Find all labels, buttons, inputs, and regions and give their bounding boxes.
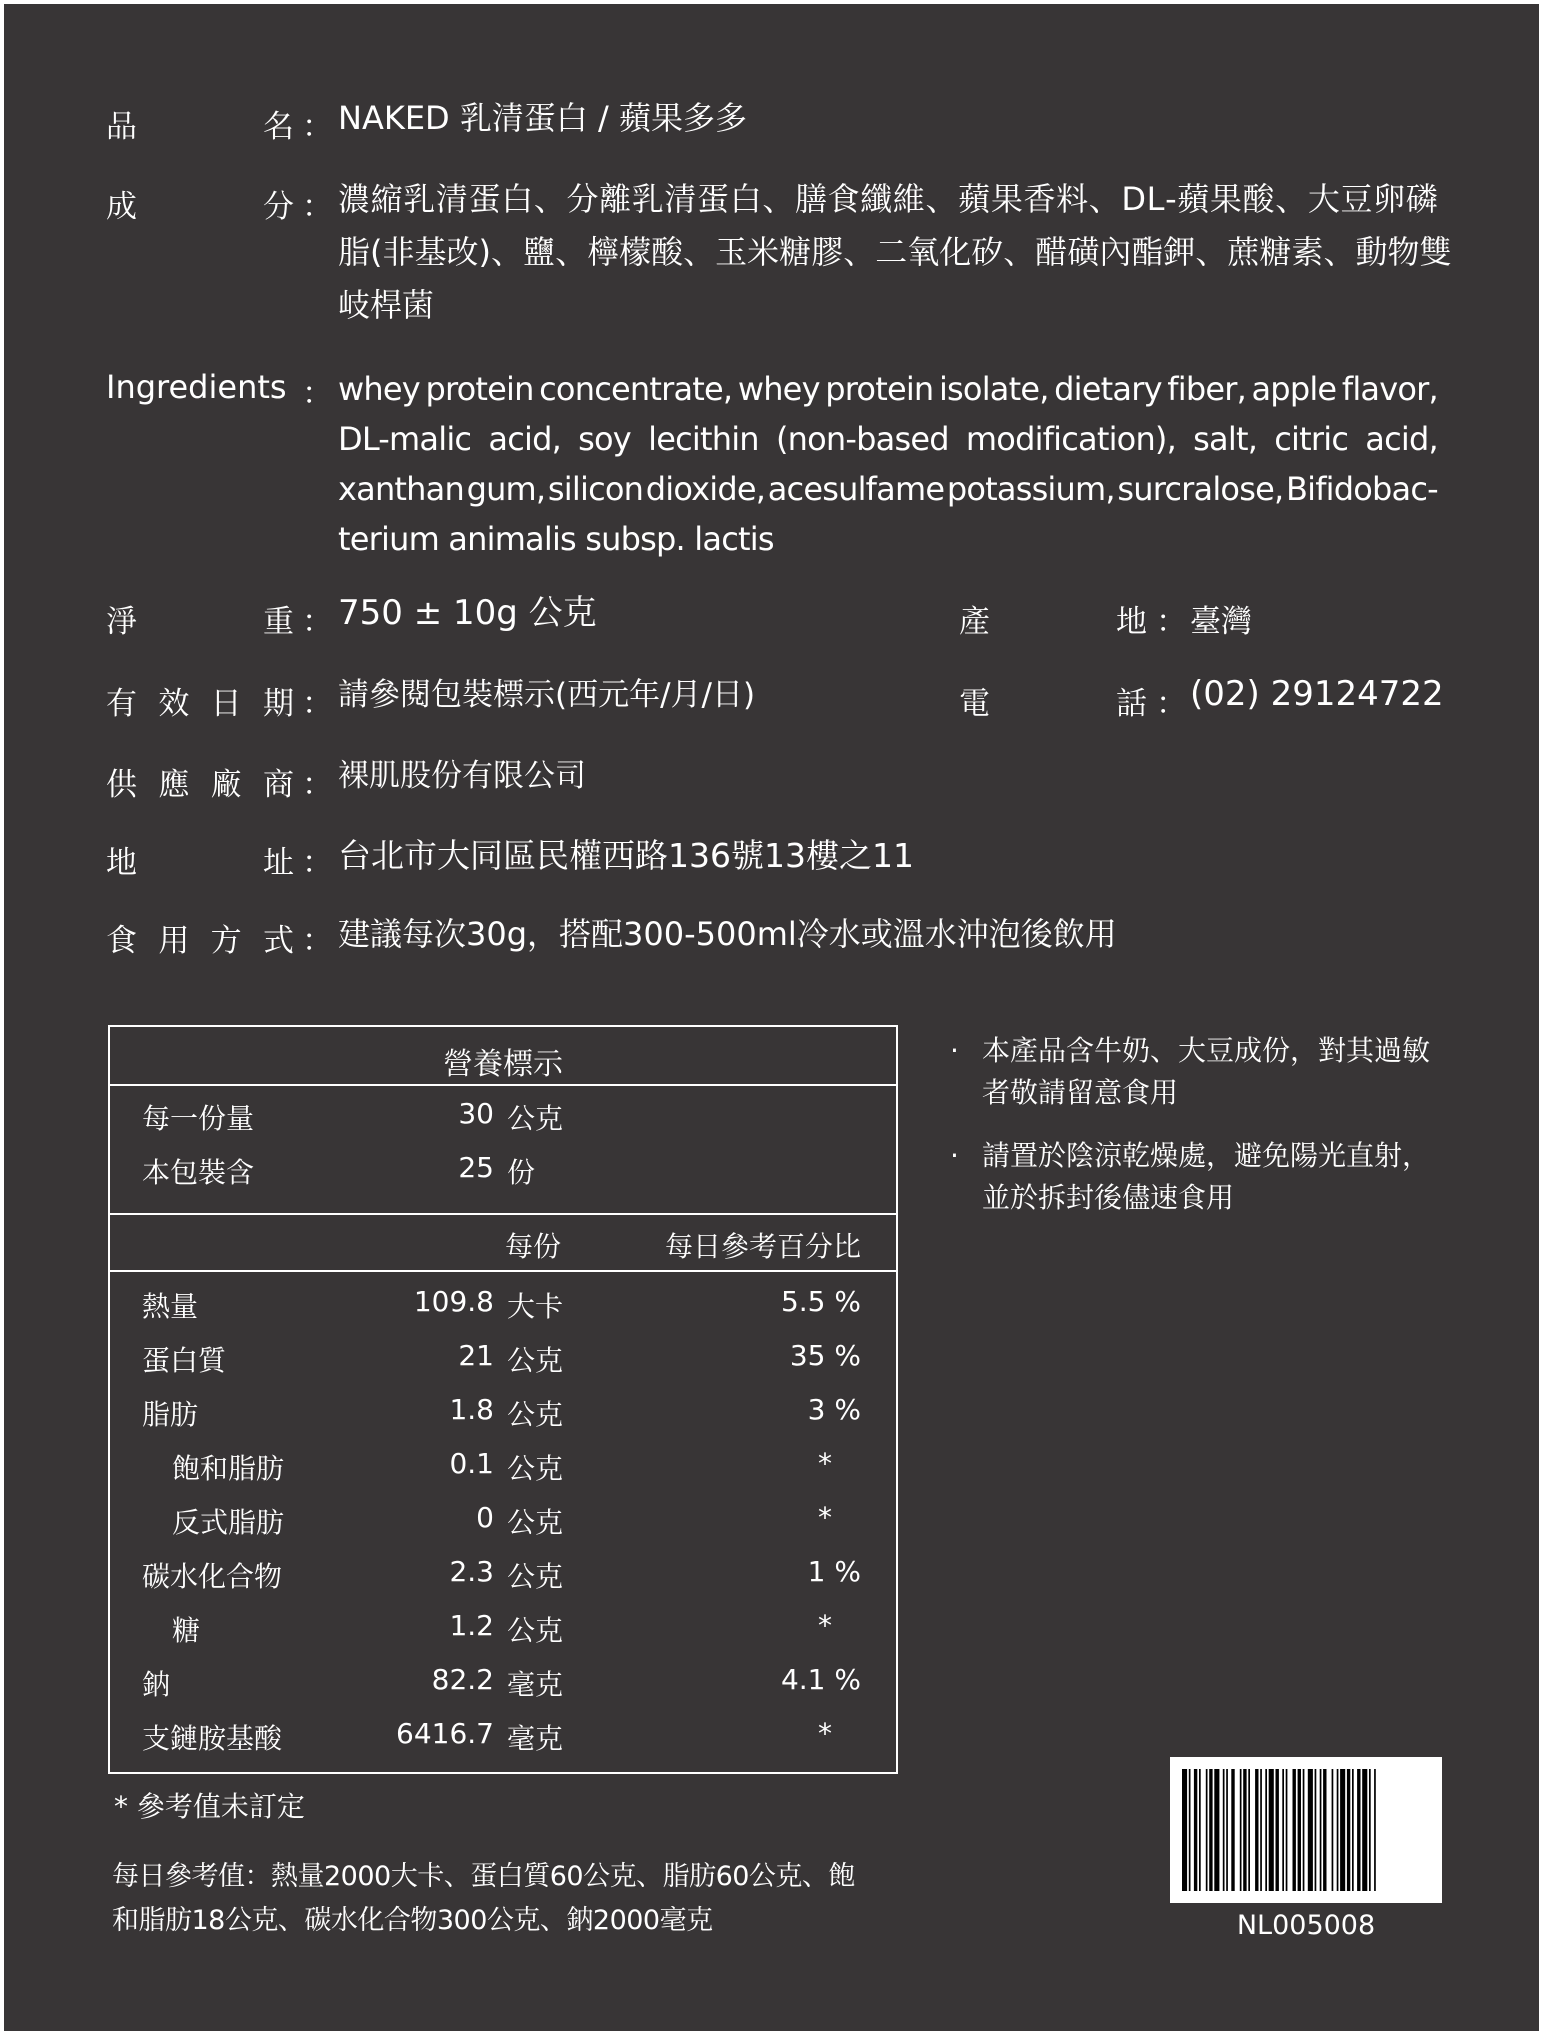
servings-per-pack-value: 25 (458, 1151, 494, 1184)
ingredient-word: silicon (547, 470, 644, 508)
ingredient-word: protein (825, 370, 934, 408)
barcode-bar (1194, 1769, 1197, 1891)
nutrient-unit: 公克 (507, 1560, 564, 1593)
label-char: 期 (262, 686, 294, 722)
ingredients-zh-line: 濃 縮 乳 清 蛋 白 、 分 離 乳 清 蛋 白 、 膳 食 纖 維 、 蘋 果 香 料 、 D L - 蘋 果 酸 、 大 豆 卵 磷 (338, 180, 1438, 218)
nutrient-amount: 2.3 (449, 1555, 494, 1588)
label-char: 淨 (106, 604, 137, 640)
footnote: * 參考值未訂定 (114, 1790, 305, 1823)
nutrient-unit: 公克 (507, 1506, 564, 1539)
ingredients-en-line (338, 414, 1438, 464)
ingredients-zh-line: 脂 ( 非 基 改 ) 、 鹽 、 檸 檬 酸 、 玉 米 糖 膠 、 二 氧 化 矽 、 醋 磺 內 酯 鉀 、 蔗 糖 素 、 動 物 雙 (338, 233, 1452, 271)
barcode-bar (1206, 1769, 1208, 1891)
barcode-bar (1182, 1769, 1187, 1891)
label-char: 話 (1116, 686, 1147, 722)
barcode-bar (1260, 1769, 1262, 1891)
nutrient-daily-value: * (818, 1717, 832, 1750)
ingredient-word: (non-based (775, 420, 949, 458)
barcode-number: NL005008 (1236, 1910, 1376, 1941)
ingredient-word: acid, (488, 420, 561, 458)
ingredient-word: soy (578, 420, 631, 458)
ingredient-word: dioxide, (645, 470, 766, 508)
servings-per-pack-label: 本包裝含 (142, 1156, 255, 1189)
bullet-dot: · (950, 1034, 959, 1067)
label-char: 用 (158, 923, 190, 959)
barcode-bar (1243, 1769, 1246, 1891)
ingredient-word: apple (1251, 370, 1337, 408)
nutrient-daily-value: 4.1 % (780, 1663, 861, 1696)
colon: ： (302, 604, 333, 640)
ingredient-word: fiber, (1167, 370, 1246, 408)
label-char: 效 (158, 686, 190, 722)
nutrient-name: 脂肪 (142, 1398, 199, 1431)
supplier-value: 裸肌股份有限公司 (338, 758, 586, 794)
ingredient-word: DL-malic (338, 420, 472, 458)
phone-value: (02) 29124722 (1190, 674, 1444, 714)
label-char: 式 (262, 923, 294, 959)
reference-values (112, 1855, 855, 1943)
ingredient-word: acid, (1365, 420, 1438, 458)
nutrient-amount: 1.8 (449, 1393, 494, 1426)
barcode-bar (1240, 1769, 1242, 1891)
nutrient-amount: 21 (458, 1339, 494, 1372)
storage-line: 請置於陰涼乾燥處，避免陽光直射， (982, 1139, 1431, 1172)
barcode-bar (1265, 1769, 1267, 1891)
ingredient-word: whey (338, 370, 420, 408)
serving-size-value: 30 (458, 1097, 494, 1130)
ingredient-word: Bifidobac- (1285, 470, 1438, 508)
ingredients-en-line: terium animalis subsp. lactis (338, 520, 774, 558)
barcode-bar (1347, 1769, 1350, 1891)
label-char: 地 (106, 845, 137, 881)
barcode-bar (1357, 1769, 1360, 1891)
ingredient-word: modification), (965, 420, 1176, 458)
allergy-line: 者敬請留意食用 (982, 1076, 1179, 1109)
barcode-bar (1199, 1769, 1201, 1891)
origin-label (959, 596, 1147, 641)
colon: ： (302, 109, 333, 145)
barcode-bar (1303, 1769, 1305, 1891)
label-char: 成 (106, 189, 137, 225)
ingredient-word: lecithin (648, 420, 759, 458)
nutrient-daily-value: * (818, 1447, 832, 1480)
column-daily-value: 每日參考百分比 (664, 1230, 861, 1263)
barcode-bar (1209, 1769, 1212, 1891)
ingredient-word: concentrate, (539, 370, 733, 408)
nutrient-name: 碳水化合物 (142, 1560, 283, 1593)
servings-per-pack-unit: 份 (507, 1156, 536, 1189)
divider (110, 1084, 896, 1086)
colon: ： (302, 189, 333, 225)
label-panel (4, 4, 1539, 2031)
bullet-dot: · (950, 1139, 959, 1172)
barcode-bar (1276, 1769, 1279, 1891)
nutrient-unit: 公克 (507, 1452, 564, 1485)
nutrient-row (110, 1285, 896, 1339)
colon: ： (302, 923, 333, 959)
nutrient-row (110, 1555, 896, 1609)
colon: ： (302, 376, 333, 412)
column-per-serving: 每份 (505, 1230, 562, 1263)
label-char: 產 (959, 604, 990, 640)
ingredient-word: gum, (466, 470, 546, 508)
nutrient-unit: 毫克 (507, 1668, 564, 1701)
barcode-bar (1298, 1769, 1301, 1891)
label-char: 應 (158, 767, 190, 803)
serving-size-row (110, 1097, 896, 1151)
expiry-label (106, 678, 294, 723)
barcode-bar (1308, 1769, 1313, 1891)
label-char: 品 (106, 109, 137, 145)
ingredient-word: acesulfame (767, 470, 945, 508)
nutrient-name: 反式脂肪 (172, 1506, 285, 1539)
nutrient-row (110, 1393, 896, 1447)
barcode-bar (1214, 1769, 1219, 1891)
nutrient-unit: 公克 (507, 1398, 564, 1431)
nutrient-row (110, 1717, 896, 1771)
reference-line: 和脂肪18公克、碳水化合物300公克、鈉2000毫克 (112, 1905, 713, 1936)
ingredients-en-value (338, 364, 1438, 564)
origin-value: 臺灣 (1190, 604, 1252, 640)
nutrient-row (110, 1663, 896, 1717)
label-char: 址 (263, 845, 294, 881)
colon: ： (302, 686, 333, 722)
label-char: 廠 (210, 767, 242, 803)
usage-label (106, 915, 294, 960)
nutrient-unit: 大卡 (507, 1290, 564, 1323)
expiry-value: 請參閱包裝標示(西元年/月/日) (338, 677, 756, 713)
barcode-bar (1369, 1769, 1371, 1891)
nutrient-name: 飽和脂肪 (172, 1452, 285, 1485)
ingredient-word: isolate, (938, 370, 1049, 408)
serving-size-label: 每一份量 (142, 1102, 255, 1135)
ingredient-word: salt, (1193, 420, 1258, 458)
label-char: 有 (106, 686, 137, 722)
usage-value: 建議每次30g，搭配300-500ml冷水或溫水沖泡後飲用 (338, 915, 1117, 953)
label-char: 食 (106, 923, 137, 959)
serving-size-unit: 公克 (507, 1102, 564, 1135)
barcode-bar (1332, 1769, 1334, 1891)
ingredient-word: flavor, (1341, 370, 1438, 408)
nutrition-title: 營養標示 (443, 1047, 563, 1082)
nutrient-daily-value: * (818, 1501, 832, 1534)
supplier-label (106, 759, 294, 804)
barcode-bar (1352, 1769, 1354, 1891)
label-char: 地 (1116, 604, 1147, 640)
nutrient-name: 蛋白質 (142, 1344, 227, 1377)
ingredients-en-line (338, 464, 1438, 514)
nutrient-unit: 公克 (507, 1344, 564, 1377)
nutrient-name: 支鏈胺基酸 (142, 1722, 283, 1755)
nutrition-table (108, 1025, 898, 1774)
divider (110, 1213, 896, 1215)
barcode-icon (1170, 1757, 1442, 1903)
barcode-bar (1226, 1769, 1228, 1891)
nutrient-amount: 109.8 (413, 1285, 494, 1318)
colon: ： (1156, 686, 1187, 722)
ingredient-word: surcralose, (1117, 470, 1284, 508)
product-name-value: NAKED 乳清蛋白 / 蘋果多多 (338, 99, 747, 137)
nutrient-daily-value: * (818, 1609, 832, 1642)
nutrient-daily-value: 5.5 % (780, 1285, 861, 1318)
barcode-bar (1340, 1769, 1345, 1891)
colon: ： (302, 845, 333, 881)
barcode-bar (1293, 1769, 1296, 1891)
nutrient-row (110, 1609, 896, 1663)
nutrient-row (110, 1447, 896, 1501)
barcode-bar (1337, 1769, 1339, 1891)
storage-line: 並於拆封後儘速食用 (982, 1181, 1235, 1214)
label-char: 電 (959, 686, 990, 722)
ingredient-word: whey (737, 370, 820, 408)
ingredients-zh-value (338, 173, 1452, 332)
nutrient-unit: 毫克 (507, 1722, 564, 1755)
ingredient-word: citric (1274, 420, 1349, 458)
barcode-bar (1248, 1769, 1250, 1891)
phone-label (959, 678, 1147, 723)
nutrient-amount: 82.2 (431, 1663, 494, 1696)
nutrient-amount: 6416.7 (396, 1717, 494, 1750)
weight-value: 750 ± 10g 公克 (338, 593, 597, 633)
label-char: 分 (263, 189, 294, 225)
nutrient-amount: 1.2 (449, 1609, 494, 1642)
address-value: 台北市大同區民權西路136號13樓之11 (338, 836, 914, 875)
ingredients-zh-line: 岐桿菌 (338, 286, 435, 324)
colon: ： (1156, 604, 1187, 640)
nutrient-name: 熱量 (142, 1290, 199, 1323)
label-char: 商 (262, 767, 294, 803)
nutrient-unit: 公克 (507, 1614, 564, 1647)
barcode-bar (1231, 1769, 1234, 1891)
nutrient-daily-value: 1 % (807, 1555, 861, 1588)
barcode-bar (1282, 1769, 1284, 1891)
label-char: 供 (106, 767, 137, 803)
ingredient-word: potassium, (946, 470, 1115, 508)
nutrient-row (110, 1339, 896, 1393)
barcode-bar (1255, 1769, 1258, 1891)
allergy-line: 本產品含牛奶、大豆成份，對其過敏 (982, 1034, 1431, 1067)
address-label (106, 837, 294, 882)
nutrient-name: 糖 (172, 1614, 201, 1647)
reference-line: 每日參考值：熱量2000大卡、蛋白質60公克、脂肪60公克、飽 (112, 1861, 855, 1892)
label-char: 方 (210, 923, 242, 959)
nutrient-row (110, 1501, 896, 1555)
barcode-bar (1374, 1769, 1376, 1891)
barcode-bar (1362, 1769, 1367, 1891)
ingredients-en-line (338, 364, 1438, 414)
barcode-bar (1223, 1769, 1225, 1891)
weight-label (106, 596, 294, 641)
ingredients-en-label: Ingredients (106, 368, 287, 406)
barcode-bar (1315, 1769, 1317, 1891)
servings-per-pack-row (110, 1151, 896, 1205)
divider (110, 1270, 896, 1272)
barcode-bar (1286, 1769, 1288, 1891)
ingredients-zh-label (106, 181, 294, 226)
ingredient-word: dietary (1054, 370, 1162, 408)
nutrient-name: 鈉 (142, 1668, 171, 1701)
barcode-bar (1269, 1769, 1274, 1891)
label-char: 重 (263, 604, 294, 640)
nutrient-daily-value: 35 % (789, 1339, 861, 1372)
nutrient-amount: 0.1 (449, 1447, 494, 1480)
colon: ： (302, 767, 333, 803)
ingredient-word: xanthan (338, 470, 464, 508)
barcode-bars (1182, 1769, 1430, 1891)
barcode-bar (1323, 1769, 1326, 1891)
barcode-bar (1320, 1769, 1322, 1891)
label-char: 日 (210, 686, 242, 722)
ingredient-word: protein (425, 370, 534, 408)
nutrient-amount: 0 (476, 1501, 494, 1534)
label-char: 名 (263, 109, 294, 145)
barcode-bar (1189, 1769, 1191, 1891)
nutrient-daily-value: 3 % (807, 1393, 861, 1426)
product-name-label (106, 101, 294, 146)
